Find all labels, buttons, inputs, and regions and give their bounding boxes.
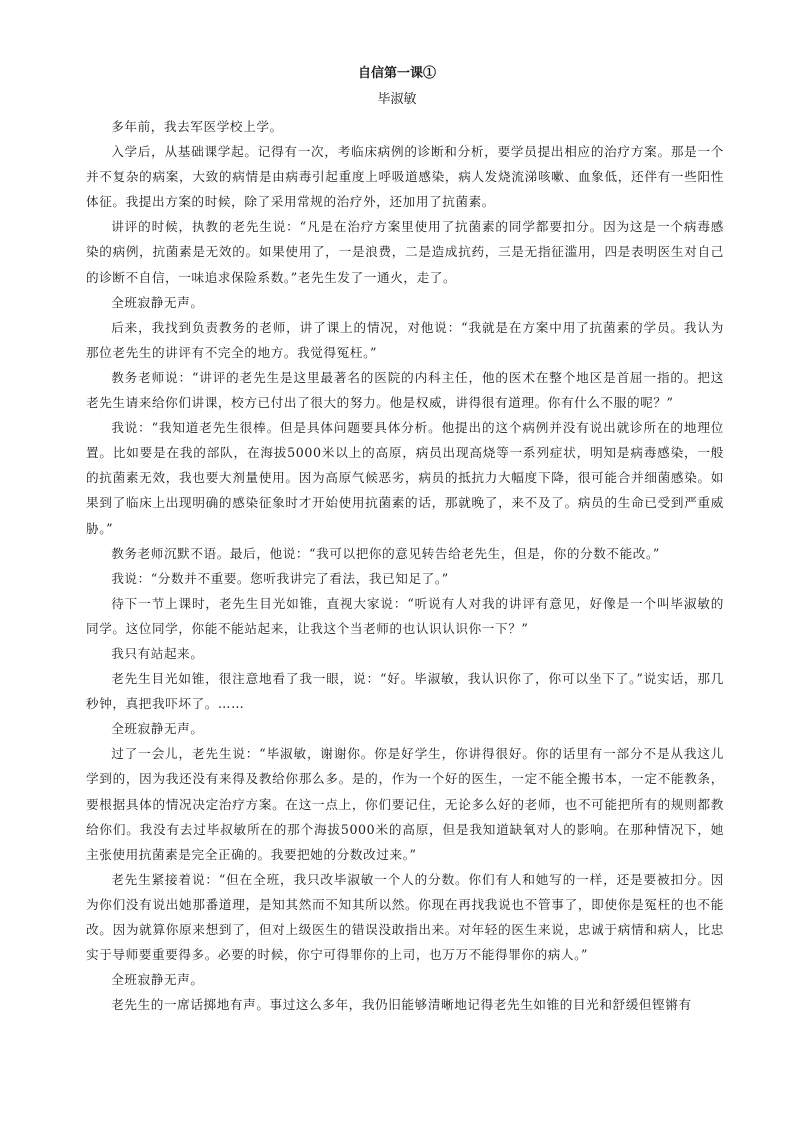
paragraph: 全班寂静无声。 <box>111 294 204 310</box>
paragraph: 我只有站起来。 <box>111 645 204 661</box>
paragraph: 多年前，我去军医学校上学。 <box>111 119 283 134</box>
paragraph: 老先生的一席话掷地有声。事过这么多年，我仍旧能够清晰地记得老先生如锥的目光和舒缓但铿锵有 <box>111 997 692 1013</box>
paragraph: 老先生紧接着说：“但在全班，我只改毕淑敏一个人的分数。你们有人和她写的一样，还是要被扣分。因为你们没有说出她那番道理，是知其然而不知其所以然。你现在再找我说也不管事了，即使你是冤枉的也不能改。因为就算你原来想到了，但对上级医生的错误没敢指出来。对年轻的医生来说，忠诚于病情和病人，比忠实于导师要重要得多。必要的时候，你宁可得罪你的上司，也万万不能得罪你的病人。” <box>86 871 724 963</box>
document-title: 自信第一课① <box>357 66 436 81</box>
article-body <box>86 114 724 1017</box>
paragraph: 老先生目光如锥，很注意地看了我一眼，说：“好。毕淑敏，我认识你了，你可以坐下了。”说实话，那几秒钟，真把我吓坏了。…… <box>86 671 724 712</box>
paragraph: 后来，我找到负责教务的老师，讲了课上的情况，对他说：“我就是在方案中用了抗菌素的学员。我认为那位老先生的讲评有不完全的地方。我觉得冤枉。” <box>86 319 724 360</box>
paragraph: 待下一节上课时，老先生目光如锥，直视大家说：“听说有人对我的讲评有意见，好像是一个叫毕淑敏的同学。这位同学，你能不能站起来，让我这个当老师的也认识认识你一下？” <box>86 595 724 636</box>
paragraph: 讲评的时候，执教的老先生说：“凡是在治疗方案里使用了抗菌素的同学都要扣分。因为这是一个病毒感染的病例，抗菌素是无效的。如果使用了，一是浪费，二是造成抗药，三是无指征滥用，四是表明医生对自己的诊断不自信，一味追求保险系数。”老先生发了一通火，走了。 <box>86 219 724 285</box>
document-author: 毕淑敏 <box>377 92 417 107</box>
paragraph: 教务老师沉默不语。最后，他说：“我可以把你的意见转告给老先生，但是，你的分数不能改。” <box>111 545 660 561</box>
paragraph: 全班寂静无声。 <box>111 721 204 737</box>
paragraph: 教务老师说：“讲评的老先生是这里最著名的医院的内科主任，他的医术在整个地区是首屈一指的。把这老先生请来给你们讲课，校方已付出了很大的努力。他是权威，讲得很有道理。你有什么不服的呢？” <box>86 369 724 411</box>
paragraph: 我说：“分数并不重要。您听我讲完了看法，我已知足了。” <box>111 570 449 586</box>
paragraph: 全班寂静无声。 <box>111 972 204 988</box>
paragraph: 过了一会儿，老先生说：“毕淑敏，谢谢你。你是好学生，你讲得很好。你的话里有一部分不是从我这儿学到的，因为我还没有来得及教给你那么多。是的，作为一个好的医生，一定不能全搬书本，一定不能教条，要根据具体的情况决定治疗方案。在这一点上，你们要记住，无论多么好的老师，也不可能把所有的规则都教给你们。我没有去过毕叔敏所在的那个海拔5000米的高原，但是我知道缺氧对人的影响。在那种情况下，她主张使用抗菌素是完全正确的。我要把她的分数改过来。” <box>86 746 724 862</box>
paragraph: 我说：“我知道老先生很棒。但是具体问题要具体分析。他提出的这个病例并没有说出就诊所在的地理位置。比如要是在我的部队，在海拔5000米以上的高原，病员出现高烧等一系列症状，明知是病毒感染，一般的抗菌素无效，我也要大剂量使用。因为高原气候恶劣，病员的抵抗力大幅度下降，很可能合并细菌感染。如果到了临床上出现明确的感染征象时才开始使用抗菌素的话，那就晚了，来不及了。病员的生命已受到严重威胁。” <box>86 420 724 536</box>
paragraph: 入学后，从基础课学起。记得有一次，考临床病例的诊断和分析，要学员提出相应的治疗方案。那是一个并不复杂的病案，大致的病情是由病毒引起重度上呼吸道感染，病人发烧流涕咳嗽、血象低，还伴有一些阳性体征。我提出方案的时候，除了采用常规的治疗外，还加用了抗菌素。 <box>86 144 724 210</box>
